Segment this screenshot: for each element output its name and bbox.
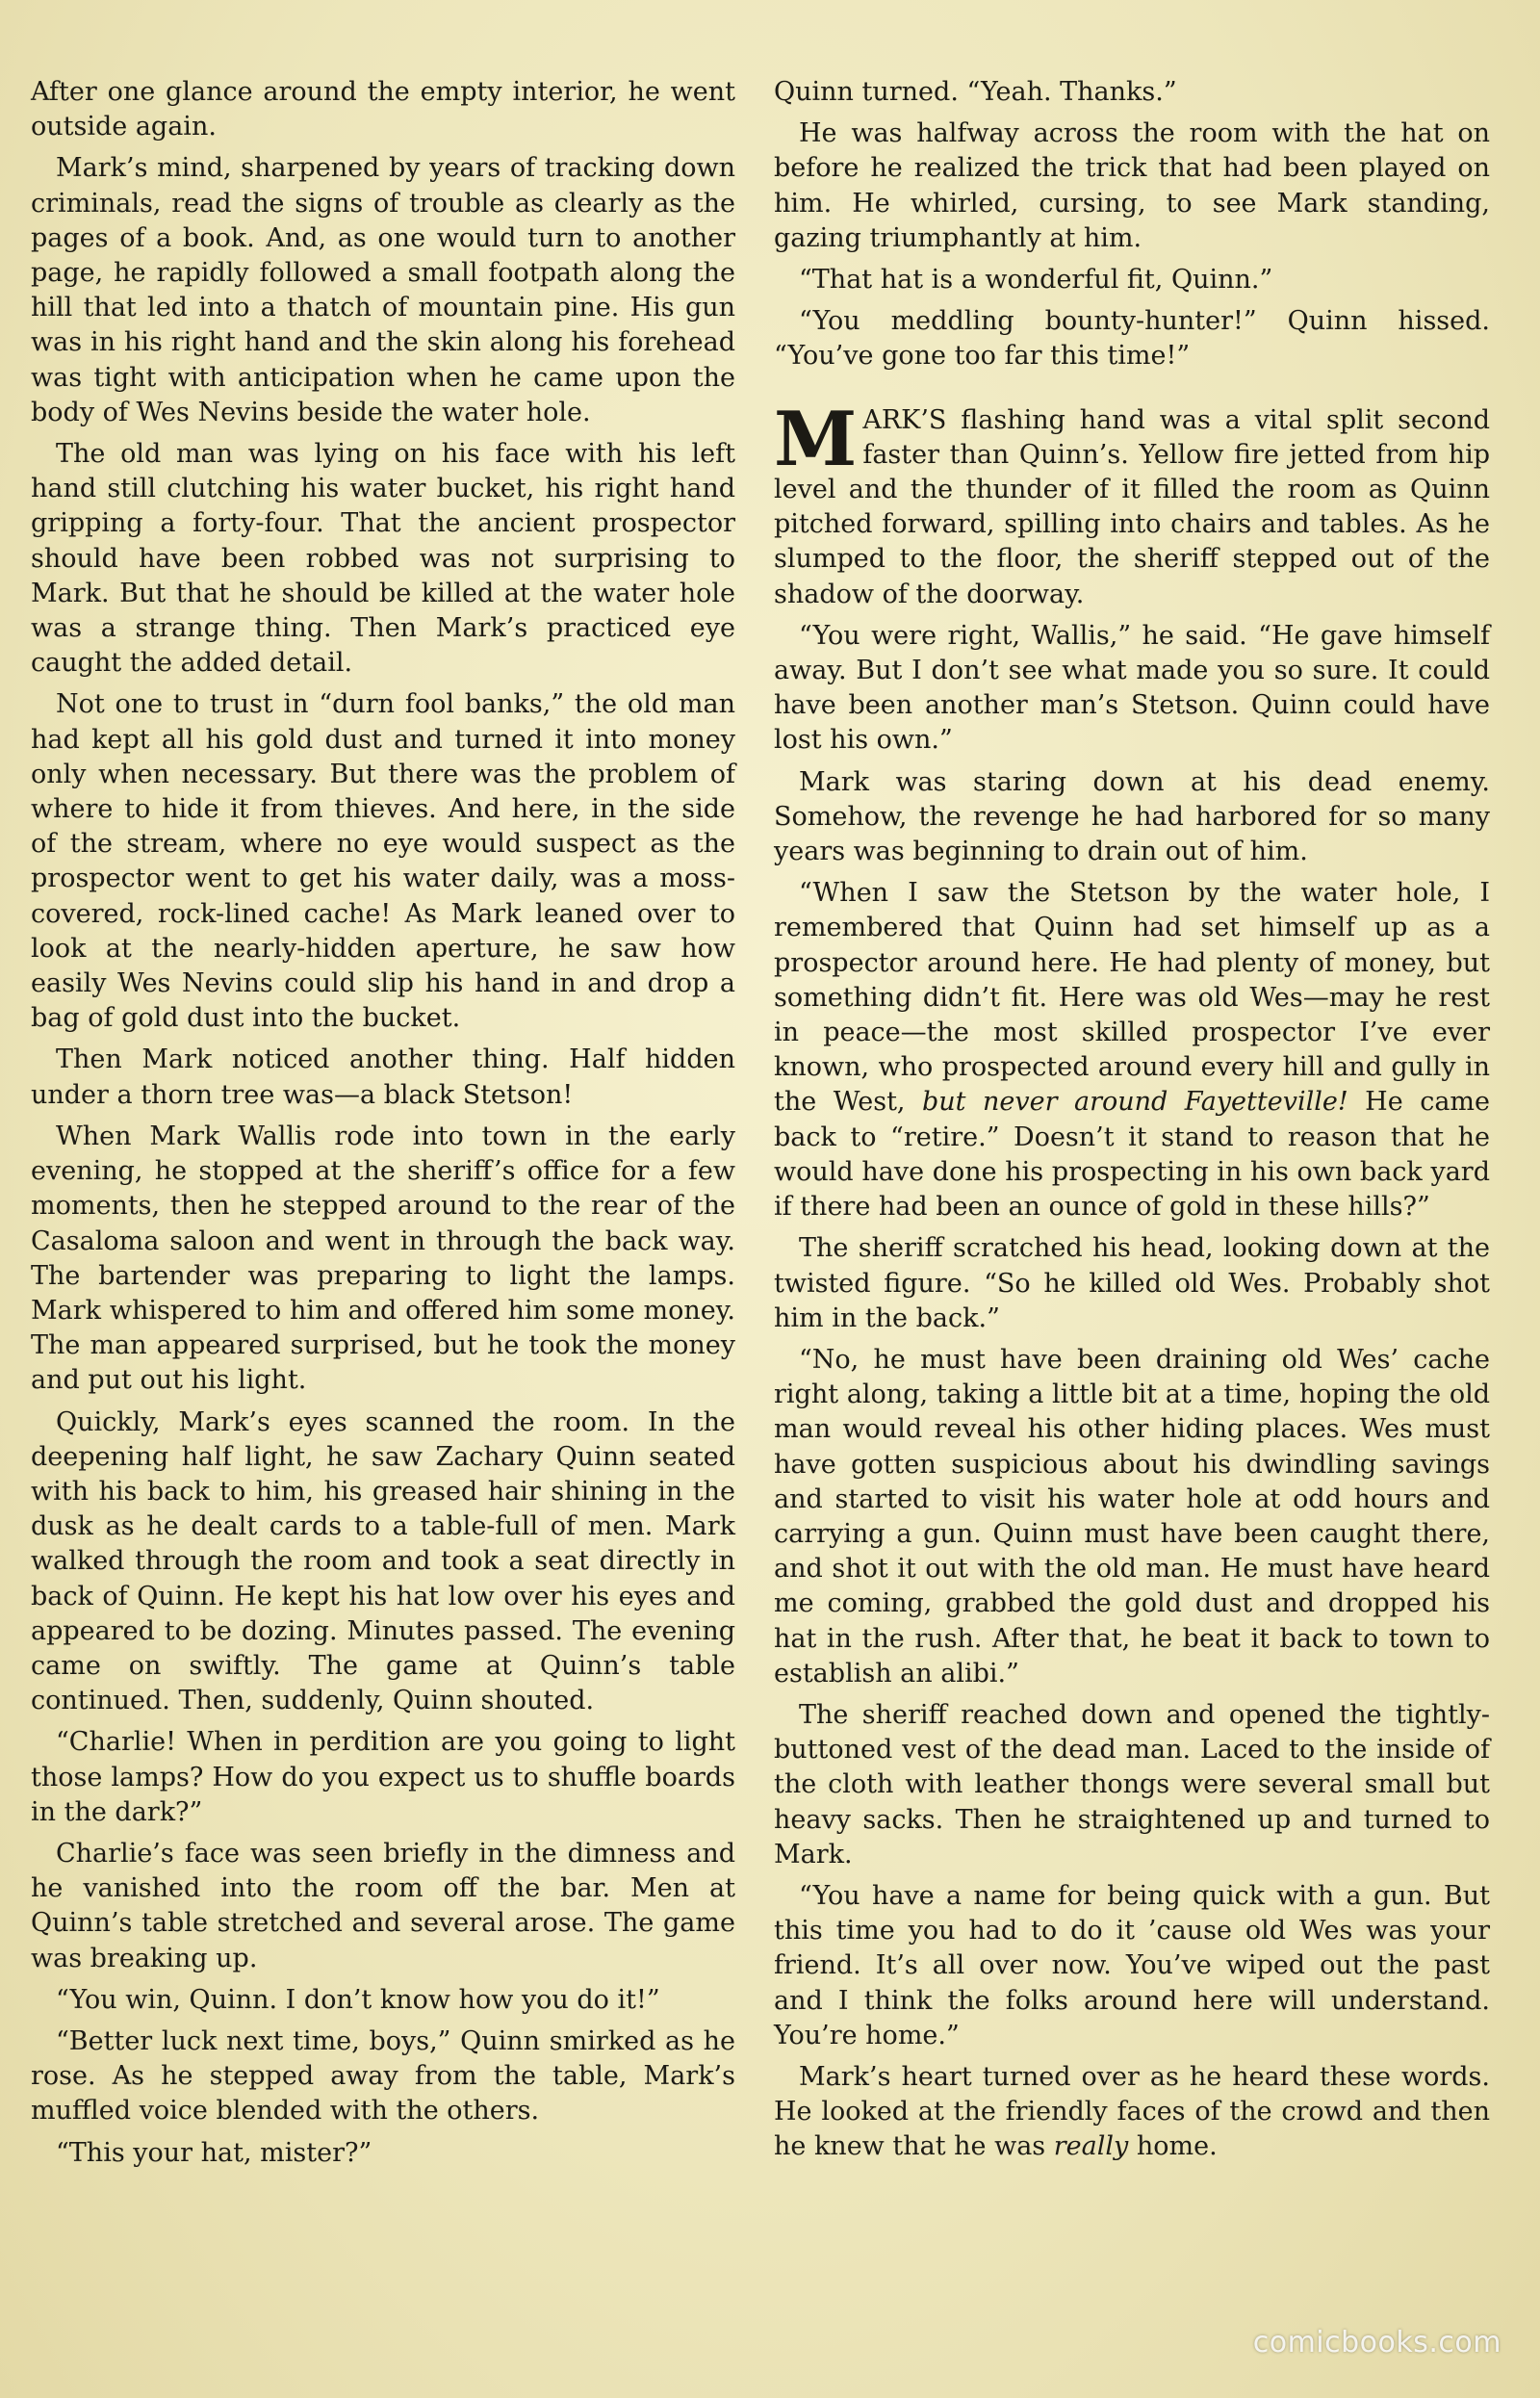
story-paragraph: Quinn turned. “Yeah. Thanks.”: [774, 77, 1177, 107]
reason-text-b: He came back to “retire.” Doesn’t it stand to reason that he would have done his prospecting in his own back yard if there had been an ounce of gold in these hills?”: [774, 1087, 1490, 1223]
story-paragraph: “You have a name for being quick with a gun. But this time you had to do it ’cause old Wes was your friend. It’s all over now. You’ve wiped out the past and I think the folks around here will understand. You’re home.”: [774, 1880, 1490, 2050]
reason-emphasis: but never around Fayetteville!: [922, 1087, 1348, 1118]
story-paragraph: Mark’s mind, sharpened by years of tracking down criminals, read the signs of trouble as clearly as the pages of a book. And, as one would turn to another page, he rapidly followed a small footpath along the hill that led into a thatch of mountain pine. His gun was in his right hand and the skin along his forehead was tight with anticipation when he came upon the body of Wes Nevins beside the water hole.: [31, 153, 735, 427]
story-paragraph: After one glance around the empty interior, he went outside again.: [31, 77, 735, 142]
story-paragraph: Not one to trust in “durn fool banks,” the old man had kept all his gold dust and turned it into money only when necessary. But there was the problem of where to hide it from thieves. And here, in the side of the stream, where no eye would suspect as the prospector went to get his water daily, was a moss-covered, rock-lined cache! As Mark leaned over to look at the nearly-hidden aperture, he saw how easily Wes Nevins could slip his hand in and drop a bag of gold dust into the bucket.: [31, 689, 735, 1034]
drop-cap-letter: M: [774, 395, 858, 483]
reason-text-a: “When I saw the Stetson by the water hole, I remembered that Quinn had set himself up as a prospector around here. He had plenty of money, but something didn’t fit. Here was old Wes—may he rest in peace—the most skilled prospector I’ve ever known, who prospected around every hill and gully in the West,: [774, 878, 1490, 1118]
story-paragraph: “That hat is a wonderful fit, Quinn.”: [799, 265, 1273, 296]
story-paragraph: Mark was staring down at his dead enemy. Somehow, the revenge he had harbored for so many years was beginning to drain out of him.: [774, 766, 1490, 867]
story-paragraph: [774, 876, 1490, 1225]
story-paragraph: “Charlie! When in perdition are you going to light those lamps? How do you expect us to shuffle boards in the dark?”: [31, 1727, 735, 1827]
final-text-a: Mark’s heart turned over as he heard these words. He looked at the friendly faces of the crowd and then he knew that he was: [774, 2061, 1490, 2162]
story-paragraph: “No, he must have been draining old Wes’ cache right along, taking a little bit at a time, hoping the old man would reveal his other hiding places. Wes must have gotten suspicious about his dwindling savings and started to visit his water hole at odd hours and carrying a gun. Quinn must have been caught there, and shot it out with the old man. He must have heard me coming, grabbed the gold dust and dropped his hat in the rush. After that, he beat it back to town to establish an alibi.”: [774, 1344, 1490, 1689]
drop-cap-smallcaps: ARK’S: [862, 404, 947, 435]
watermark: comicbooks.com: [1252, 2326, 1502, 2359]
story-paragraph: Charlie’s face was seen briefly in the dimness and he vanished into the room off the bar. Men at Quinn’s table stretched and several arose. The game was breaking up.: [31, 1838, 735, 1973]
story-paragraph: Then Mark noticed another thing. Half hidden under a thorn tree was—a black Stetson!: [31, 1044, 735, 1110]
story-paragraph: “You were right, Wallis,” he said. “He gave himself away. But I don’t see what made you so sure. It could have been another man’s Stetson. Quinn could have lost his own.”: [774, 620, 1490, 756]
story-paragraph: The old man was lying on his face with his left hand still clutching his water bucket, his right hand gripping a forty-four. That the ancient prospector should have been robbed was not surprising to Mark. But that he should be killed at the water hole was a strange thing. Then Mark’s practiced eye caught the added detail.: [31, 439, 735, 679]
dropcap-paragraph: [774, 395, 1490, 612]
story-paragraph: The sheriff scratched his head, looking down at the twisted figure. “So he killed old Wes. Probably shot him in the back.”: [774, 1233, 1490, 1333]
left-text-column: [31, 75, 735, 2178]
final-text-b: home.: [1128, 2131, 1218, 2162]
story-paragraph: “You win, Quinn. I don’t know how you do it!”: [56, 1984, 660, 2015]
story-paragraph: [774, 2060, 1490, 2165]
story-paragraph: When Mark Wallis rode into town in the early evening, he stopped at the sheriff’s office for a few moments, then he stepped around to the rear of the Casaloma saloon and went in through the back way. The bartender was preparing to light the lamps. Mark whispered to him and offered him some money. The man appeared surprised, but he took the money and put out his light.: [31, 1121, 735, 1396]
final-emphasis: really: [1053, 2131, 1129, 2162]
story-paragraph: Quickly, Mark’s eyes scanned the room. In the deepening half light, he saw Zachary Quinn seated with his back to him, his greased hair shining in the dusk as he dealt cards to a table-full of men. Mark walked through the room and took a seat directly in back of Quinn. He kept his hat low over his eyes and appeared to be dozing. Minutes passed. The evening came on swiftly. The game at Quinn’s table continued. Then, suddenly, Quinn shouted.: [31, 1406, 735, 1716]
story-paragraph: “You meddling bounty-hunter!” Quinn hissed. “You’ve gone too far this time!”: [774, 306, 1490, 372]
story-paragraph: “Better luck next time, boys,” Quinn smirked as he rose. As he stepped away from the table, Mark’s muffled voice blended with the others.: [31, 2025, 735, 2127]
dropcap-paragraph-text: flashing hand was a vital split second faster than Quinn’s. Yellow fire jetted from hip level and the thunder of it filled the room as Quinn pitched forward, spilling into chairs and tables. As he slumped to the floor, the sheriff stepped out of the shadow of the doorway.: [774, 404, 1490, 609]
right-text-column: [774, 75, 1490, 2172]
story-paragraph: The sheriff reached down and opened the tightly-buttoned vest of the dead man. Laced to the inside of the cloth with leather thongs were several small but heavy sacks. Then he straightened up and turned to Mark.: [774, 1699, 1490, 1869]
story-paragraph: “This your hat, mister?”: [56, 2137, 372, 2168]
story-paragraph: He was halfway across the room with the hat on before he realized the trick that had been played on him. He whirled, cursing, to see Mark standing, gazing triumphantly at him.: [774, 118, 1490, 253]
